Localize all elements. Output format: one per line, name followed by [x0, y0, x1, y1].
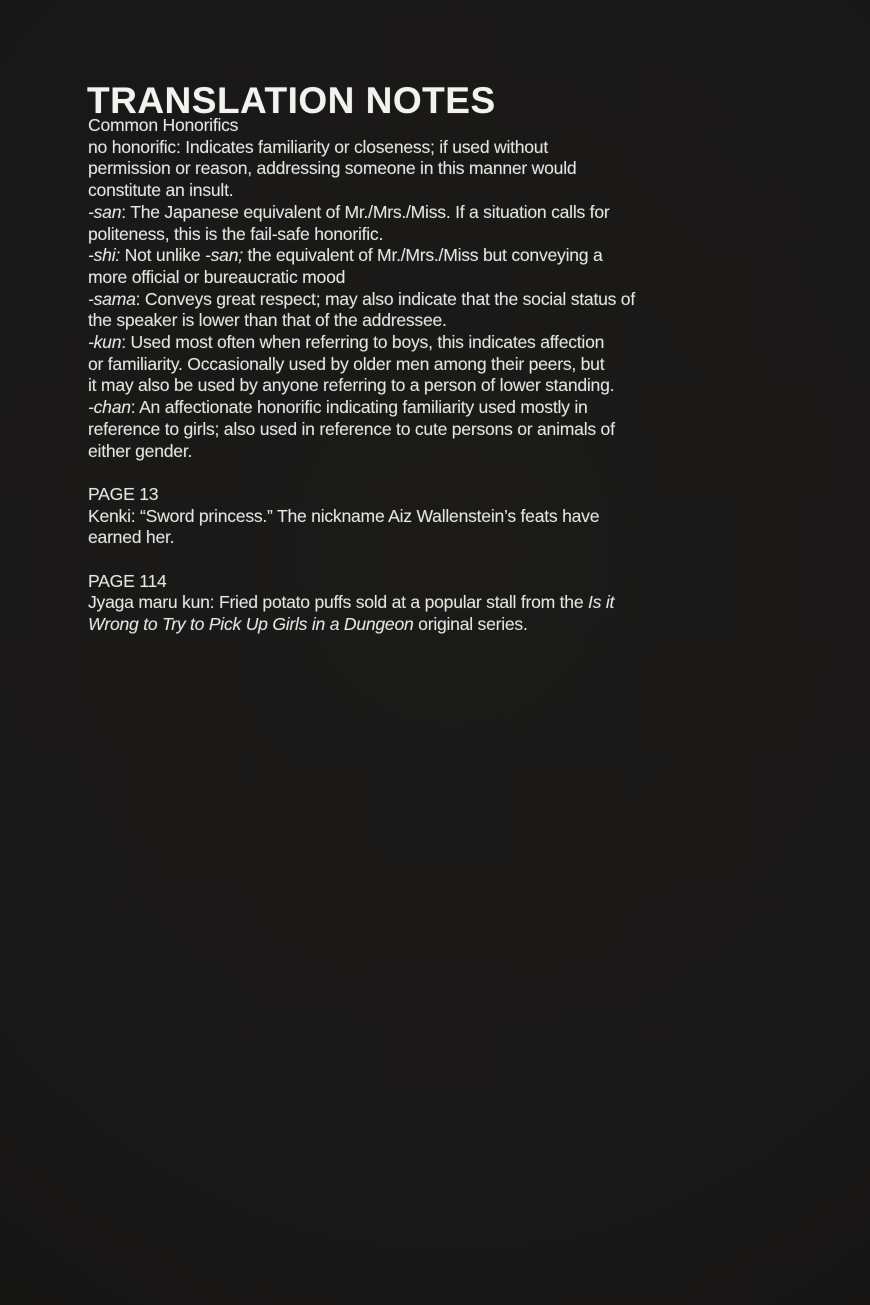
text-line — [88, 397, 788, 419]
text-line — [88, 527, 788, 549]
section-heading: Common Honorifics — [88, 115, 239, 135]
text-segment: the speaker is lower than that of the addressee. — [88, 310, 447, 331]
text-line — [88, 310, 788, 332]
text-segment: original series. — [413, 614, 528, 635]
text-segment: the equivalent of Mr./Mrs./Miss but conveying a — [242, 245, 603, 266]
page-title: TRANSLATION NOTES — [87, 79, 496, 121]
text-segment: -shi: — [88, 245, 120, 266]
text-line — [88, 419, 788, 441]
text-line — [88, 267, 788, 289]
text-segment: or familiarity. Occasionally used by older men among their peers, but — [88, 353, 605, 374]
text-line — [88, 332, 788, 354]
section-page-13 — [88, 484, 788, 549]
section-page-114 — [88, 571, 788, 636]
section-common-honorifics — [88, 115, 788, 462]
text-line — [88, 289, 788, 311]
text-segment: -chan — [88, 397, 131, 418]
text-line — [88, 614, 788, 636]
text-segment: Kenki: “Sword princess.” The nickname Aiz Wallenstein’s feats have — [88, 505, 600, 526]
text-segment: -kun — [88, 332, 122, 353]
text-segment: Is it — [588, 592, 615, 613]
text-segment: no honorific: Indicates familiarity or closeness; if used without — [88, 136, 548, 157]
text-line — [88, 180, 788, 202]
text-segment: constitute an insult. — [88, 180, 234, 201]
text-segment: Jyaga maru kun: Fried potato puffs sold at a popular stall from the — [88, 592, 589, 613]
text-line — [88, 224, 788, 246]
text-line — [88, 202, 788, 224]
text-segment: : Used most often when referring to boys, this indicates affection — [121, 332, 605, 353]
text-line — [88, 506, 788, 528]
text-segment: : An affectionate honorific indicating familiarity used mostly in — [130, 397, 588, 418]
text-segment: earned her. — [88, 527, 175, 548]
text-line — [88, 441, 788, 463]
text-line — [88, 245, 788, 267]
text-segment: Wrong to Try to Pick Up Girls in a Dungeon — [88, 614, 414, 635]
text-segment: -sama — [88, 288, 136, 309]
text-segment: : Conveys great respect; may also indicate that the social status of — [135, 288, 635, 309]
text-segment: it may also be used by anyone referring to a person of lower standing. — [88, 375, 615, 396]
text-line — [88, 137, 788, 159]
text-line — [88, 375, 788, 397]
text-segment: : The Japanese equivalent of Mr./Mrs./Miss. If a situation calls for — [121, 201, 610, 222]
section-heading: PAGE 13 — [88, 483, 159, 504]
text-segment: -san; — [205, 245, 243, 266]
text-segment: -san — [88, 201, 122, 222]
text-segment: reference to girls; also used in reference to cute persons or animals of — [88, 418, 615, 439]
text-line — [88, 354, 788, 376]
text-segment: Not unlike — [120, 245, 206, 266]
section-heading: PAGE 114 — [88, 570, 167, 591]
text-segment: either gender. — [88, 440, 193, 461]
text-line — [88, 592, 788, 614]
text-segment: more official or bureaucratic mood — [88, 266, 346, 287]
text-line — [88, 158, 788, 180]
text-segment: permission or reason, addressing someone in this manner would — [88, 158, 577, 179]
text-segment: politeness, this is the fail-safe honorific. — [88, 223, 384, 244]
page-content — [88, 115, 788, 636]
